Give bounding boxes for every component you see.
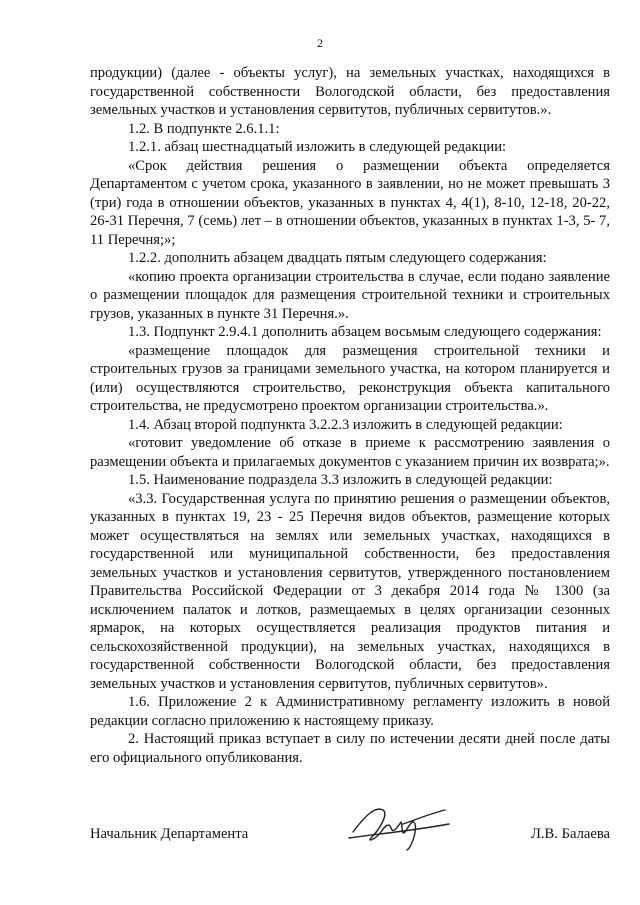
paragraph-1-5: 1.5. Наименование подраздела 3.3 изложить в следующей редакции: (128, 472, 553, 488)
signatory-title: Начальник Департамента (90, 826, 249, 842)
quote-site-placement: «размещение площадок для размещения строительной техники и строительных грузов за границами земельного участка, на котором планируется и (или) осуществляются строительство, реконструкция объекта капитального строительства, не предусмотрено проектом организации строительства.». (90, 342, 610, 414)
quote-refusal-notice: «готовит уведомление об отказе в приеме к рассмотрению заявления о размещении объекта и прилагаемых документов с указанием причин их возврата;». (90, 435, 610, 470)
quote-subsection-3-3: «3.3. Государственная услуга по принятию решения о размещении объектов, указанных в пунктах 19, 23 - 25 Перечня видов объектов, размещение которых может осуществляться на землях или земельных участках, находящихся в государственной или муниципальной собственности, без предоставления земельных участков и установления сервитутов, утвержденного постановлением Правительства Российской Федерации от 3 декабря 2014 года № 1300 (за исключением палаток и лотков, размещаемых в целях организации сезонных ярмарок, на которых осуществляется реализация продуктов питания и сельскохозяйственной продукции), на земельных участках, находящихся в государственной собственности Вологодской области, без предоставления земельных участков и установления сервитутов, публичных сервитутов». (90, 490, 610, 692)
paragraph-1-2-2: 1.2.2. дополнить абзацем двадцать пятым следующего содержания: (128, 250, 547, 266)
quote-term-of-decision: «Срок действия решения о размещении объекта определяется Департаментом с учетом срока, указанного в заявлении, но не может превышать 3 (три) года в отношении объектов, указанных в пунктах 4, 4(1), 8-10, 12-18, 20-22, 26-31 Перечня, 7 (семь) лет – в отношении объектов, указанных в пунктах 1-3, 5- 7, 11 Перечня;»; (90, 157, 610, 248)
paragraph-1-6: 1.6. Приложение 2 к Административному регламенту изложить в новой редакции согласно приложению к настоящему приказу. (90, 694, 610, 729)
paragraph-1-2: 1.2. В подпункте 2.6.1.1: (128, 120, 280, 137)
signatory-name: Л.В. Балаева (531, 826, 610, 842)
paragraph-1-3: 1.3. Подпункт 2.9.4.1 дополнить абзацем восьмым следующего содержания: (128, 324, 602, 340)
page-number: 2 (317, 36, 323, 50)
paragraph-continuation: продукции) (далее - объекты услуг), на земельных участках, находящихся в государственной собственности Вологодской области, без предоставления земельных участков и установления сервитутов, публичных сервитутов.». (90, 65, 610, 118)
paragraph-1-2-1: 1.2.1. абзац шестнадцатый изложить в следующей редакции: (128, 139, 507, 155)
paragraph-2: 2. Настоящий приказ вступает в силу по истечении десяти дней после даты его официального опубликования. (90, 731, 610, 766)
paragraph-1-4: 1.4. Абзац второй подпункта 3.2.2.3 изложить в следующей редакции: (128, 416, 563, 433)
document-body (90, 64, 610, 767)
signature-block (90, 816, 610, 866)
handwritten-signature (345, 802, 460, 852)
quote-project-copy: «копию проекта организации строительства в случае, если подано заявление о размещении площадок для размещения строительной техники и строительных грузов, указанных в пункте 31 Перечня.». (90, 268, 610, 322)
